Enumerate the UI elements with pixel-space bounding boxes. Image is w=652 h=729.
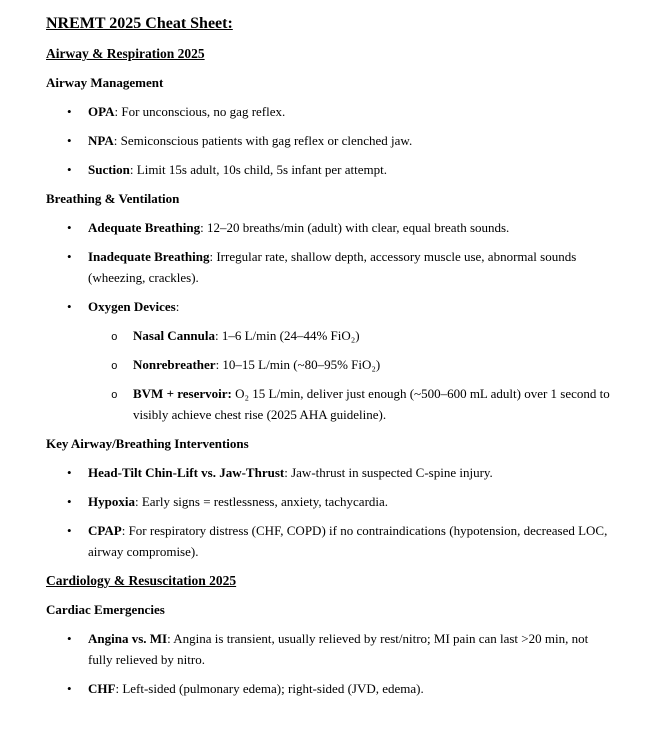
bullet-circle-icon (111, 325, 118, 349)
bullet-cpap (46, 520, 614, 562)
bullet-dot-icon (67, 678, 72, 699)
bullet-adequate-breathing (46, 217, 614, 238)
bullet-text: : (175, 299, 180, 314)
bullet-term: Nasal Cannula (133, 328, 215, 343)
bullet-dot-icon (67, 491, 72, 512)
bullet-term: Angina vs. MI (88, 631, 168, 646)
bullet-dot-icon (67, 246, 72, 267)
bullet-dot-icon (67, 159, 72, 180)
bullet-text: O₂ 15 L/min, deliver just enough (~500–600 mL adult) over 1 second to visibly achieve chest rise (2025 AHA guideline). (133, 386, 610, 422)
bullet-term: Hypoxia (88, 494, 135, 509)
bullet-hypoxia (46, 491, 614, 512)
bullet-term: Inadequate Breathing (88, 249, 210, 264)
subbullet-bvm-reservoir (46, 383, 614, 425)
bullet-circle-icon (111, 383, 118, 407)
bullet-oxygen-devices (46, 296, 614, 317)
bullet-text: : For unconscious, no gag reflex. (114, 104, 286, 119)
section-heading-cardiology-resuscitation: Cardiology & Resuscitation 2025 (46, 573, 237, 588)
bullet-dot-icon (67, 520, 72, 541)
bullet-term: NPA (88, 133, 114, 148)
bullet-term: Suction (88, 162, 130, 177)
subheading-cardiac-emergencies: Cardiac Emergencies (46, 602, 165, 617)
bullet-inadequate-breathing (46, 246, 614, 288)
bullet-term: Oxygen Devices (88, 299, 176, 314)
bullet-text: : Left-sided (pulmonary edema); right-sided (JVD, edema). (115, 681, 424, 696)
bullet-angina-vs-mi (46, 628, 614, 670)
bullet-head-tilt-jaw-thrust (46, 462, 614, 483)
bullet-dot-icon (67, 101, 72, 122)
subheading-breathing-ventilation: Breathing & Ventilation (46, 191, 180, 206)
bullet-suction (46, 159, 614, 180)
bullet-term: OPA (88, 104, 115, 119)
bullet-chf (46, 678, 614, 699)
bullet-dot-icon (67, 462, 72, 483)
bullet-term: Adequate Breathing (88, 220, 201, 235)
bullet-dot-icon (67, 628, 72, 649)
bullet-dot-icon (67, 130, 72, 151)
bullet-dot-icon (67, 296, 72, 317)
subheading-key-airway-breathing-interventions: Key Airway/Breathing Interventions (46, 436, 249, 451)
bullet-npa (46, 130, 614, 151)
bullet-opa (46, 101, 614, 122)
bullet-term: CHF (88, 681, 116, 696)
bullet-circle-icon (111, 354, 118, 378)
subbullet-nonrebreather (46, 354, 614, 375)
document-title: NREMT 2025 Cheat Sheet: (46, 15, 233, 32)
subheading-airway-management: Airway Management (46, 75, 164, 90)
bullet-text: : 12–20 breaths/min (adult) with clear, equal breath sounds. (200, 220, 510, 235)
bullet-text: : 10–15 L/min (~80–95% FiO₂) (215, 357, 381, 372)
bullet-text: : Limit 15s adult, 10s child, 5s infant per attempt. (129, 162, 387, 177)
bullet-term: Head-Tilt Chin-Lift vs. Jaw-Thrust (88, 465, 285, 480)
bullet-dot-icon (67, 217, 72, 238)
subbullet-nasal-cannula (46, 325, 614, 346)
section-heading-airway-respiration: Airway & Respiration 2025 (46, 46, 205, 61)
bullet-term: CPAP (88, 523, 122, 538)
bullet-term: BVM + reservoir: (133, 386, 232, 401)
bullet-text: : Early signs = restlessness, anxiety, tachycardia. (134, 494, 389, 509)
bullet-text: : Irregular rate, shallow depth, accessory muscle use, abnormal sounds (wheezing, crackles). (88, 249, 577, 285)
bullet-text: : For respiratory distress (CHF, COPD) if no contraindications (hypotension, decreased LOC, airway compromise). (88, 523, 608, 559)
bullet-text: : Jaw-thrust in suspected C-spine injury. (284, 465, 493, 480)
bullet-text: : 1–6 L/min (24–44% FiO₂) (215, 328, 360, 343)
bullet-text: : Semiconscious patients with gag reflex or clenched jaw. (113, 133, 413, 148)
bullet-text: : Angina is transient, usually relieved by rest/nitro; MI pain can last >20 min, not fully relieved by nitro. (88, 631, 589, 667)
bullet-term: Nonrebreather (133, 357, 216, 372)
